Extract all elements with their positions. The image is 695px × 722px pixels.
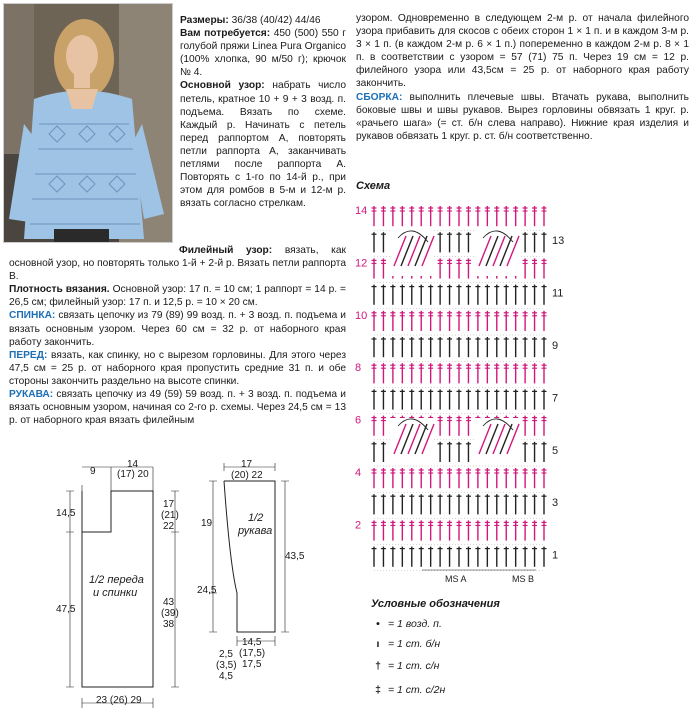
- density-label: Плотность вязания.: [9, 284, 110, 296]
- diamond-motif: [390, 230, 434, 276]
- sleeve-cont-paragraph: узором. Одновременно в следующем 2-м р. от начала филейного узора прибавить для скосов с обеих сторон 1 × 1 п. и в каждом 3-м р. 3 × 1 п. (в каждом 2-м р. 6 × 1 п.) попеременно в каждом 2-м р. 8 × 1 п. в соответствии с узором = 57 (71) 75 п. Через 19 см = 12 р. филейного узора или 43,5см = 25 р. от наборного края работу закончить.: [356, 13, 689, 90]
- front-label: ПЕРЕД:: [9, 349, 48, 361]
- assembly-paragraph: [356, 91, 689, 143]
- tr-symbol-icon: ‡: [375, 684, 381, 696]
- legend-title: Условные обозначения: [371, 598, 500, 610]
- row-label-left: 8: [355, 362, 362, 375]
- legend-item-chain: [372, 618, 442, 631]
- diamond-motif: [475, 418, 519, 464]
- diamond-motif: [475, 230, 519, 276]
- body-dim-right3: 22: [163, 521, 175, 532]
- left-text-block: [9, 244, 346, 427]
- model-photo: [3, 3, 173, 243]
- body-dim-right-b3: 38: [163, 619, 175, 630]
- front-paragraph: [9, 349, 346, 388]
- materials-label: Вам потребуется:: [180, 28, 271, 40]
- sleeve-dim-bottom3: 17,5: [242, 659, 262, 670]
- legend-item-sc: [372, 638, 440, 651]
- back-label: СПИНКА:: [9, 310, 56, 322]
- row-label-left: 10: [355, 309, 368, 322]
- materials-value: 450 (500) 550 г голубой пряжи Linea Pura Organico (100% хлопка, 90 м/50 г); крючок № 4.: [180, 28, 346, 79]
- sizes-paragraph: [180, 14, 346, 27]
- main-pattern-label: Основной узор:: [180, 80, 265, 92]
- sizes-value: 36/38 (40/42) 44/46: [231, 15, 321, 26]
- sleeve-dim-right: 43,5: [285, 551, 305, 562]
- filet-pattern-label: Филейный узор:: [179, 245, 273, 256]
- body-dim-bottom: 23 (26) 29: [96, 695, 142, 706]
- sleeve-label2: рукава: [238, 525, 273, 537]
- sleeve-dim-bl3: 4,5: [219, 671, 233, 682]
- row-label-left: 2: [355, 519, 362, 532]
- sleeve-dim-left1: 19: [201, 518, 213, 529]
- row-label-right: 11: [552, 287, 564, 300]
- filet-pattern-value: вязать, как основной узор, но повторять только 1-й + 2-й р. Вязать петли раппорта В.: [9, 245, 346, 283]
- legend-item-text: = 1 ст. с/2н: [388, 684, 446, 696]
- row-label-left: 12: [355, 257, 368, 270]
- main-pattern-paragraph: [180, 79, 346, 210]
- body-dim-right-b2: (39): [161, 608, 179, 619]
- density-paragraph: [9, 283, 346, 309]
- ms-b-label: MS B: [512, 574, 535, 584]
- right-text-block: [356, 12, 689, 143]
- density-value: Основной узор: 17 п. = 10 см; 1 раппорт = 14 р. = 26,5 см; филейный узор: 17 п. и 12,5 р. = 10 × 20 см.: [9, 284, 346, 309]
- row-label-left: 14: [355, 205, 368, 217]
- scheme-title: Схема: [356, 180, 391, 192]
- body-dim-right1: 17: [163, 499, 175, 510]
- legend-item-tr: [372, 684, 445, 697]
- sleeve-dim-left2: 24,5: [197, 585, 217, 596]
- sleeve-dim-bl2: (3,5): [216, 660, 237, 671]
- legend-item-text: = 1 возд. п.: [388, 618, 442, 630]
- sleeve-paragraph: [9, 388, 346, 427]
- body-dim-right2: (21): [161, 510, 179, 521]
- diamond-motif: [390, 418, 434, 464]
- body-dim-top-mid2: (17) 20: [117, 469, 149, 480]
- legend-item-dc: [372, 660, 439, 673]
- back-paragraph: [9, 309, 346, 348]
- sleeve-dim-bottom1: 14,5: [242, 637, 262, 648]
- row-label-right: 5: [552, 444, 559, 457]
- row-label-right: 9: [552, 340, 559, 352]
- body-dim-top-mid: 14: [127, 459, 139, 470]
- body-label2: и спинки: [93, 587, 138, 599]
- filet-pattern-paragraph: [9, 244, 346, 283]
- legend-item-text: = 1 ст. б/н: [388, 638, 441, 650]
- materials-paragraph: [180, 27, 346, 79]
- front-value: вязать, как спинку, но с вырезом горловины. Для этого через 47,5 см = 25 р. от наборного края пропустить средние 31 п. и обе стороны закончить раздельно на высоте спинки.: [9, 349, 346, 387]
- intro-block: [180, 14, 346, 210]
- sizes-label: Размеры:: [180, 15, 229, 26]
- row-label-right: 13: [552, 235, 565, 248]
- chain-symbol-icon: •: [376, 618, 380, 630]
- body-label1: 1/2 переда: [89, 574, 144, 586]
- body-dim-left-top: 14,5: [56, 508, 76, 519]
- back-value: связать цепочку из 79 (89) 99 возд. п. + 3 возд. п. подъема и вязать основным узором. Через 60 см = 32 р. от наборного края работу закончить.: [9, 310, 346, 348]
- row-label-right: 7: [552, 392, 559, 405]
- sleeve-dim-top2: (20) 22: [231, 470, 263, 481]
- legend-item-text: = 1 ст. с/н: [388, 660, 440, 672]
- body-dim-left-main: 47,5: [56, 604, 76, 615]
- ms-a-label: MS A: [445, 574, 467, 584]
- row-label-left: 4: [355, 467, 362, 479]
- body-dim-right-b1: 43: [163, 597, 175, 608]
- sleeve-label1: 1/2: [248, 512, 264, 524]
- row-label-left: 6: [355, 414, 362, 427]
- sc-symbol-icon: ı: [376, 638, 380, 650]
- main-pattern-value: набрать число петель, кратное 10 + 9 + 3 возд. п. подъема. Вязать по схеме. Каждый р. Начинать с петель перед раппортом А, повторять петли раппорта А, заканчивать петлями после раппорта А. Повторять с 1-го по 14-й р., при этом для ромбов в 5-м и 12-м р. вязать согласно стрелкам.: [180, 80, 346, 210]
- assembly-label: СБОРКА:: [356, 91, 403, 103]
- sleeve-label: РУКАВА:: [9, 389, 54, 401]
- sleeve-dim-bottom2: (17,5): [239, 648, 266, 659]
- sleeve-dim-top1: 17: [241, 459, 253, 470]
- dc-symbol-icon: †: [375, 660, 381, 672]
- assembly-value: выполнить плечевые швы. Втачать рукава, выполнить боковые швы и швы рукавов. Вырез горловины обвязать 1 круг. р. «рачьего шага» (= ст. б/н слева направо). Нижние края изделия и рукавов обвязать 1 круг. р. ст. б/н соответственно.: [356, 91, 689, 142]
- sleeve-dim-bl1: 2,5: [219, 649, 233, 660]
- row-label-right: 1: [552, 549, 559, 562]
- body-dim-top-left: 9: [90, 466, 96, 477]
- sleeve-value: связать цепочку из 49 (59) 59 возд. п. + 3 возд. п. подъема и вязать основным узором, начиная со 2-го р. схемы. Через 24,5 см = 13 р. от наборного края вязать филейным: [9, 389, 346, 427]
- crochet-scheme: [352, 192, 580, 587]
- row-label-right: 3: [552, 497, 559, 510]
